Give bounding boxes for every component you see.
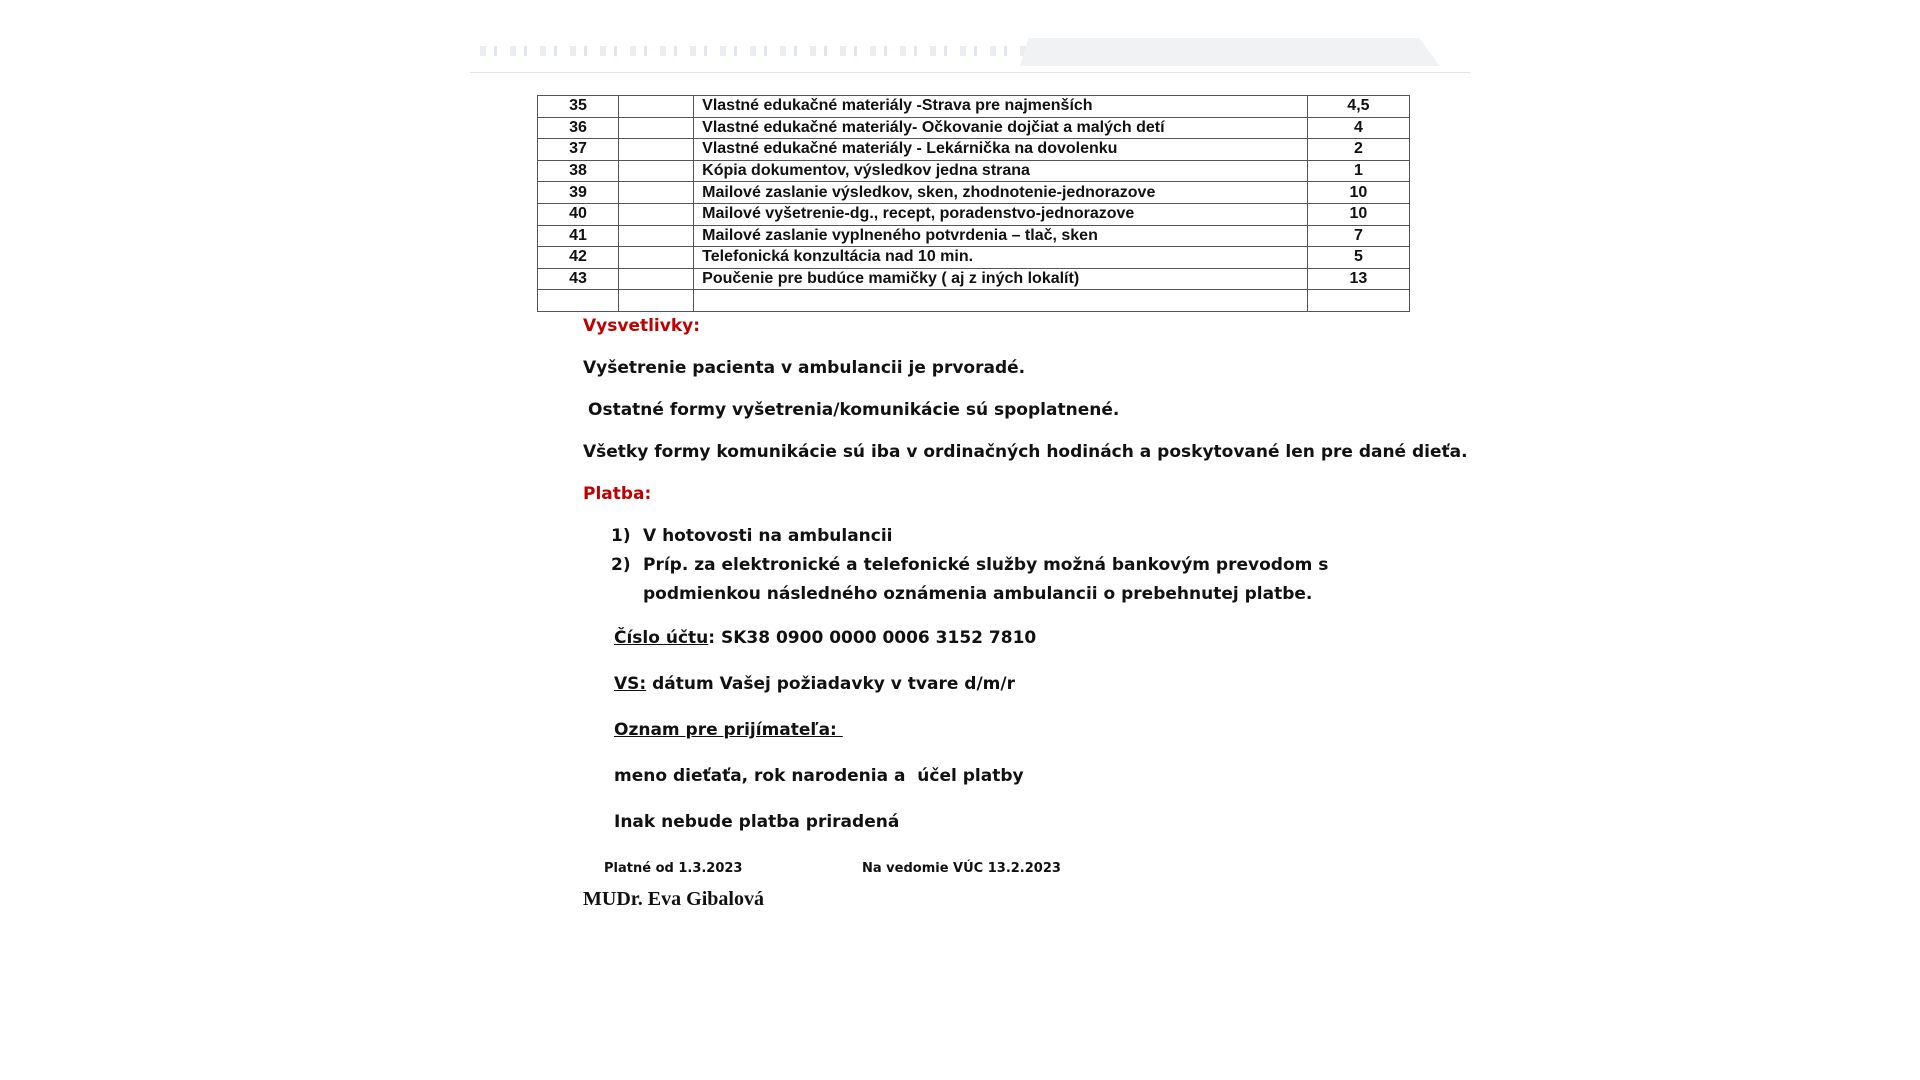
- recipient-label: Oznam pre prijímateľa:: [614, 720, 843, 740]
- table-row: [538, 268, 1410, 290]
- doctor-signature: MUDr. Eva Gibalová: [583, 888, 764, 910]
- payment-methods-list: [611, 522, 1411, 609]
- row-number: 39: [538, 182, 619, 204]
- header-tab-shape: [1020, 38, 1440, 66]
- row-price: [1307, 290, 1409, 312]
- fee-table: [537, 95, 1410, 312]
- row-code: [619, 117, 694, 139]
- row-code: [619, 203, 694, 225]
- row-description: Mailové zaslanie výsledkov, sken, zhodnotenie-jednorazove: [694, 182, 1308, 204]
- row-price: 13: [1307, 268, 1409, 290]
- table-row: [538, 203, 1410, 225]
- row-code: [619, 225, 694, 247]
- row-price: 1: [1307, 160, 1409, 182]
- row-code: [619, 139, 694, 161]
- row-number: 37: [538, 139, 619, 161]
- list-item-text: Príp. za elektronické a telefonické služby možná bankovým prevodom s podmienkou následného oznámenia ambulancii o prebehnutej platbe.: [643, 555, 1329, 604]
- explanation-line-3: Všetky formy komunikácie sú iba v ordinačných hodinách a poskytované len pre dané dieťa.: [583, 442, 1468, 462]
- vs-line: [614, 674, 1015, 694]
- account-line: [614, 628, 1036, 648]
- payment-warning: Inak nebude platba priradená: [614, 812, 900, 832]
- table-row: [538, 225, 1410, 247]
- explanation-line-1: Vyšetrenie pacienta v ambulancii je prvoradé.: [583, 358, 1026, 378]
- row-description: Vlastné edukačné materiály - Lekárnička na dovolenku: [694, 139, 1308, 161]
- row-code: [619, 247, 694, 269]
- table-row: [538, 290, 1410, 312]
- account-label: Číslo účtu: [614, 628, 709, 648]
- list-item-text: V hotovosti na ambulancii: [643, 526, 893, 546]
- row-description: Vlastné edukačné materiály -Strava pre najmenších: [694, 96, 1308, 118]
- table-row: [538, 182, 1410, 204]
- cropped-header-text: [480, 46, 1040, 56]
- row-code: [619, 96, 694, 118]
- row-price: 10: [1307, 182, 1409, 204]
- row-number: 35: [538, 96, 619, 118]
- recipient-value: meno dieťaťa, rok narodenia a účel platby: [614, 766, 1024, 786]
- valid-from: Platné od 1.3.2023: [604, 861, 743, 876]
- row-code: [619, 290, 694, 312]
- table-row: [538, 96, 1410, 118]
- row-code: [619, 268, 694, 290]
- list-item: [611, 551, 1411, 609]
- row-price: 4,5: [1307, 96, 1409, 118]
- row-price: 5: [1307, 247, 1409, 269]
- list-item: [611, 522, 1411, 551]
- vs-label: VS:: [614, 674, 647, 694]
- acknowledged-date: Na vedomie VÚC 13.2.2023: [862, 861, 1061, 876]
- row-description: Mailové vyšetrenie-dg., recept, poradenstvo-jednorazove: [694, 203, 1308, 225]
- row-price: 2: [1307, 139, 1409, 161]
- row-description: Poučenie pre budúce mamičky ( aj z iných lokalít): [694, 268, 1308, 290]
- row-price: 4: [1307, 117, 1409, 139]
- row-description: Mailové zaslanie vyplneného potvrdenia – tlač, sken: [694, 225, 1308, 247]
- table-row: [538, 160, 1410, 182]
- row-description: Vlastné edukačné materiály- Očkovanie dojčiat a malých detí: [694, 117, 1308, 139]
- row-number: 38: [538, 160, 619, 182]
- row-code: [619, 160, 694, 182]
- vs-value: dátum Vašej požiadavky v tvare d/m/r: [646, 674, 1015, 694]
- table-row: [538, 139, 1410, 161]
- row-description: Kópia dokumentov, výsledkov jedna strana: [694, 160, 1308, 182]
- row-description: [694, 290, 1308, 312]
- list-item-number: 1): [611, 526, 631, 546]
- row-number: 40: [538, 203, 619, 225]
- row-code: [619, 182, 694, 204]
- row-number: 36: [538, 117, 619, 139]
- explanation-line-2: Ostatné formy vyšetrenia/komunikácie sú spoplatnené.: [588, 400, 1120, 420]
- row-description: Telefonická konzultácia nad 10 min.: [694, 247, 1308, 269]
- row-price: 7: [1307, 225, 1409, 247]
- row-price: 10: [1307, 203, 1409, 225]
- list-item-number: 2): [611, 555, 631, 575]
- account-number: : SK38 0900 0000 0006 3152 7810: [708, 628, 1037, 648]
- row-number: 42: [538, 247, 619, 269]
- table-row: [538, 117, 1410, 139]
- row-number: [538, 290, 619, 312]
- page-top-edge: [470, 36, 1470, 73]
- row-number: 41: [538, 225, 619, 247]
- table-row: [538, 247, 1410, 269]
- row-number: 43: [538, 268, 619, 290]
- payment-heading: Platba:: [583, 484, 652, 504]
- explanations-heading: Vysvetlivky:: [583, 316, 701, 336]
